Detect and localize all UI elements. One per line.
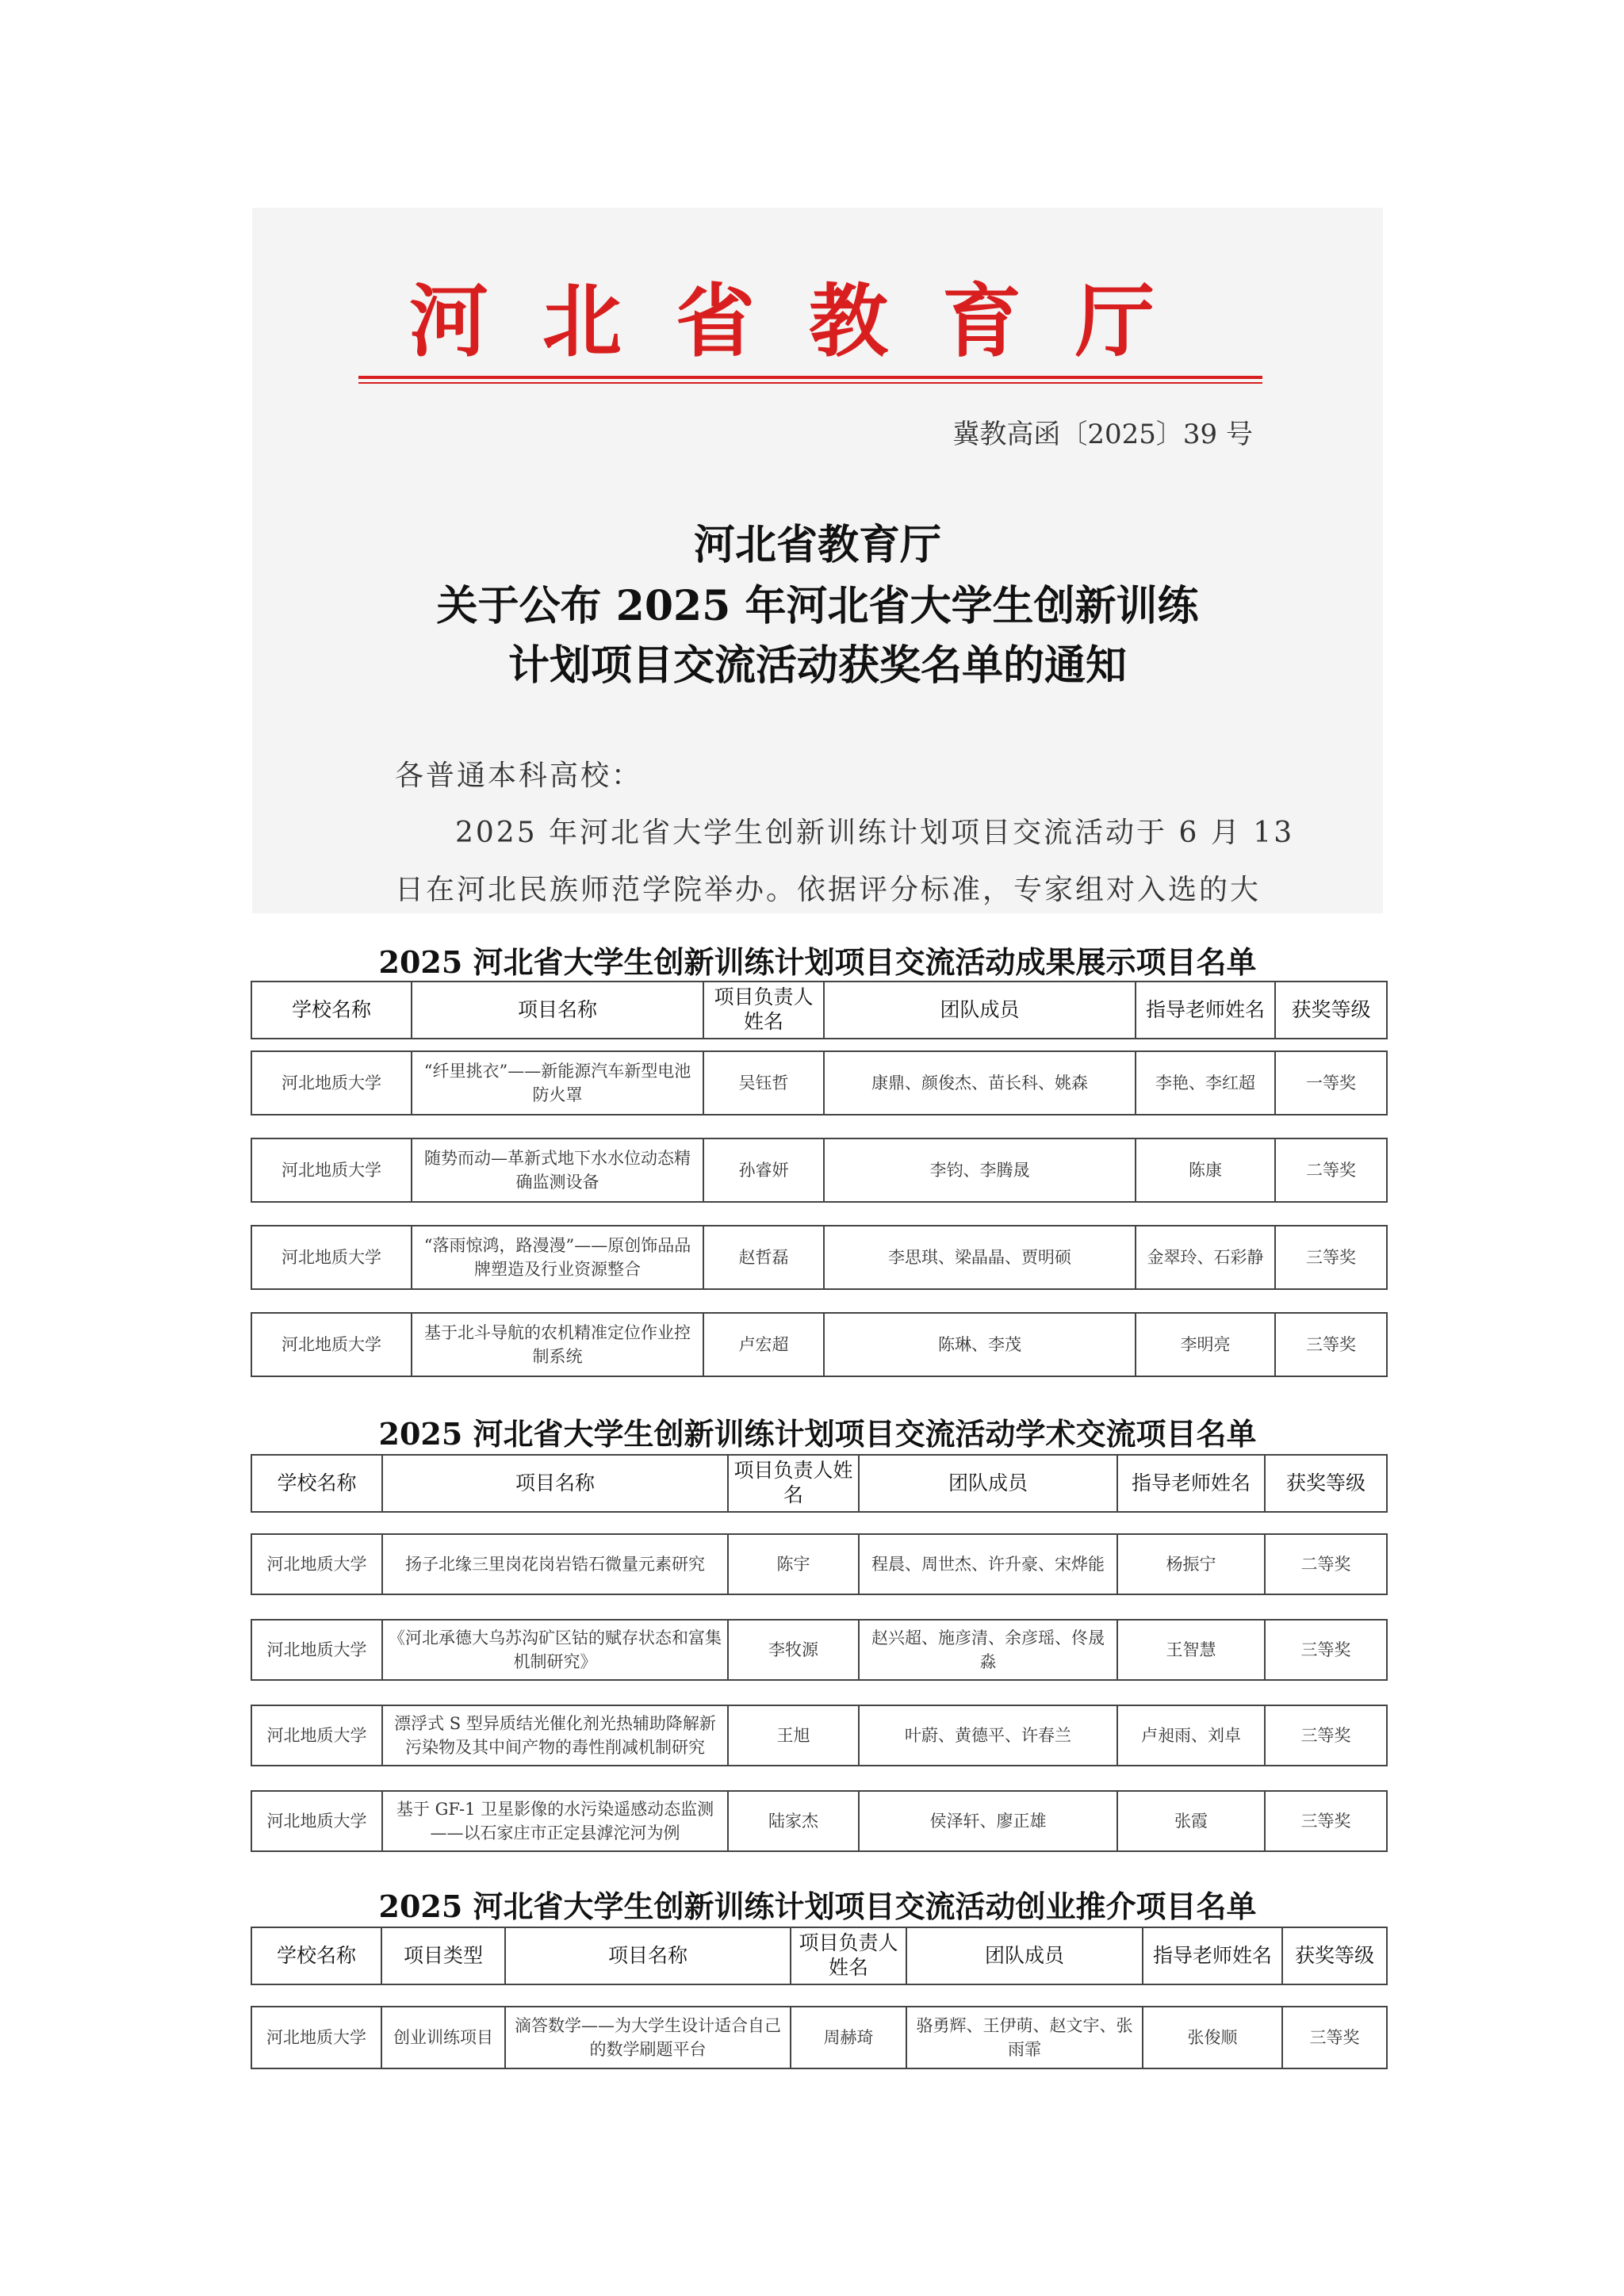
table-row [251,1791,1387,1851]
cell-team: 程晨、周世杰、许升豪、宋烨能 [859,1534,1117,1594]
cell-award: 二等奖 [1275,1138,1387,1202]
cell-award: 一等奖 [1275,1051,1387,1115]
cell-project: 《河北承德大乌苏沟矿区钴的赋存状态和富集机制研究》 [382,1620,728,1680]
cell-advisor: 杨振宁 [1117,1534,1265,1594]
cell-award: 三等奖 [1265,1705,1387,1766]
table-row [251,1226,1387,1289]
salutation: 各普通本科高校： [395,760,643,792]
header-project: 项目名称 [382,1455,728,1512]
cell-advisor: 张俊顺 [1143,2007,1282,2068]
table-row [251,1138,1387,1202]
cell-school: 河北地质大学 [251,1313,412,1376]
header-leader: 项目负责人姓名 [728,1455,859,1512]
cell-team: 李钧、李腾晟 [824,1138,1136,1202]
cell-award: 三等奖 [1282,2007,1387,2068]
document-number: 冀教高函〔2025〕39 号 [952,419,1253,450]
cell-team: 李思琪、梁晶晶、贾明硕 [824,1226,1136,1289]
red-rule-bottom [358,382,1262,384]
cell-school: 河北地质大学 [251,1705,382,1766]
cell-team: 陈琳、李茂 [824,1313,1136,1376]
cell-project: 基于 GF-1 卫星影像的水污染遥感动态监测——以石家庄市正定县滹沱河为例 [382,1791,728,1851]
table-header-row [251,1455,1387,1512]
body-line-1: 2025 年河北省大学生创新训练计划项目交流活动于 6 月 13 [455,817,1295,849]
cell-award: 三等奖 [1275,1313,1387,1376]
header-team: 团队成员 [824,982,1136,1039]
academic-table [251,1454,1388,1852]
header-school: 学校名称 [251,1455,382,1512]
body-line-2: 日在河北民族师范学院举办。依据评分标准，专家组对入选的大 [395,874,1262,906]
cell-advisor: 陈康 [1136,1138,1275,1202]
header-team: 团队成员 [906,1927,1143,1984]
table-row [251,1051,1387,1115]
cell-advisor: 金翠玲、石彩静 [1136,1226,1275,1289]
cell-team: 骆勇辉、王伊萌、赵文宇、张雨霏 [906,2007,1143,2068]
cell-school: 河北地质大学 [251,1534,382,1594]
notice-title-line-1: 河北省教育厅 [693,521,941,569]
cell-advisor: 李艳、李红超 [1136,1051,1275,1115]
cell-school: 河北地质大学 [251,1620,382,1680]
table-header-row [251,1927,1387,1984]
cell-leader: 李牧源 [728,1620,859,1680]
cell-award: 二等奖 [1265,1534,1387,1594]
cell-project: 扬子北缘三里岗花岗岩锆石微量元素研究 [382,1534,728,1594]
cell-leader: 陈宇 [728,1534,859,1594]
table-title-startup: 2025 河北省大学生创新训练计划项目交流活动创业推介项目名单 [378,1888,1257,1924]
header-advisor: 指导老师姓名 [1117,1455,1265,1512]
cell-project: 漂浮式 S 型异质结光催化剂光热辅助降解新污染物及其中间产物的毒性削减机制研究 [382,1705,728,1766]
cell-school: 河北地质大学 [251,2007,381,2068]
cell-project: “落雨惊鸿，路漫漫”——原创饰品品牌塑造及行业资源整合 [412,1226,703,1289]
header-award: 获奖等级 [1282,1927,1387,1984]
cell-advisor: 李明亮 [1136,1313,1275,1376]
notice-title-line-3: 计划项目交流活动获奖名单的通知 [508,641,1127,690]
cell-advisor: 卢昶雨、刘卓 [1117,1705,1265,1766]
cell-award: 三等奖 [1275,1226,1387,1289]
startup-table [251,1927,1388,2069]
cell-team: 赵兴超、施彦清、余彦瑶、佟晟淼 [859,1620,1117,1680]
table-row [251,1534,1387,1594]
agency-masthead: 河北省教育厅 [409,274,1208,368]
cell-leader: 周赫琦 [791,2007,906,2068]
cell-leader: 陆家杰 [728,1791,859,1851]
cell-leader: 卢宏超 [703,1313,824,1376]
red-rule-top [358,376,1262,379]
table-header-row [251,982,1387,1039]
cell-leader: 赵哲磊 [703,1226,824,1289]
achievement-table [251,981,1388,1377]
notice-title-line-2: 关于公布 2025 年河北省大学生创新训练 [436,582,1199,630]
cell-team: 康鼎、颜俊杰、苗长科、姚森 [824,1051,1136,1115]
cell-project: 基于北斗导航的农机精准定位作业控制系统 [412,1313,703,1376]
cell-school: 河北地质大学 [251,1226,412,1289]
header-award: 获奖等级 [1265,1455,1387,1512]
header-advisor: 指导老师姓名 [1143,1927,1282,1984]
cell-school: 河北地质大学 [251,1051,412,1115]
cell-advisor: 王智慧 [1117,1620,1265,1680]
cell-leader: 吴钰哲 [703,1051,824,1115]
cell-award: 三等奖 [1265,1791,1387,1851]
cell-project: 随势而动—革新式地下水水位动态精确监测设备 [412,1138,703,1202]
cell-school: 河北地质大学 [251,1791,382,1851]
table-row [251,1705,1387,1766]
cell-project: 滴答数学——为大学生设计适合自己的数学刷题平台 [505,2007,791,2068]
cell-type: 创业训练项目 [381,2007,505,2068]
table-title-achievement: 2025 河北省大学生创新训练计划项目交流活动成果展示项目名单 [378,944,1257,980]
header-type: 项目类型 [381,1927,505,1984]
cell-award: 三等奖 [1265,1620,1387,1680]
header-school: 学校名称 [251,982,412,1039]
cell-leader: 王旭 [728,1705,859,1766]
header-team: 团队成员 [859,1455,1117,1512]
header-leader: 项目负责人姓名 [791,1927,906,1984]
table-row [251,2007,1387,2068]
header-advisor: 指导老师姓名 [1136,982,1275,1039]
table-row [251,1620,1387,1680]
header-project: 项目名称 [412,982,703,1039]
cell-team: 侯泽轩、廖正雄 [859,1791,1117,1851]
header-award: 获奖等级 [1275,982,1387,1039]
table-title-academic: 2025 河北省大学生创新训练计划项目交流活动学术交流项目名单 [378,1416,1257,1452]
cell-advisor: 张霞 [1117,1791,1265,1851]
table-row [251,1313,1387,1376]
cell-school: 河北地质大学 [251,1138,412,1202]
cell-team: 叶蔚、黄德平、许春兰 [859,1705,1117,1766]
cell-leader: 孙睿妍 [703,1138,824,1202]
header-project: 项目名称 [505,1927,791,1984]
header-school: 学校名称 [251,1927,381,1984]
cell-project: “纤里挑衣”——新能源汽车新型电池防火罩 [412,1051,703,1115]
header-leader: 项目负责人姓名 [703,982,824,1039]
